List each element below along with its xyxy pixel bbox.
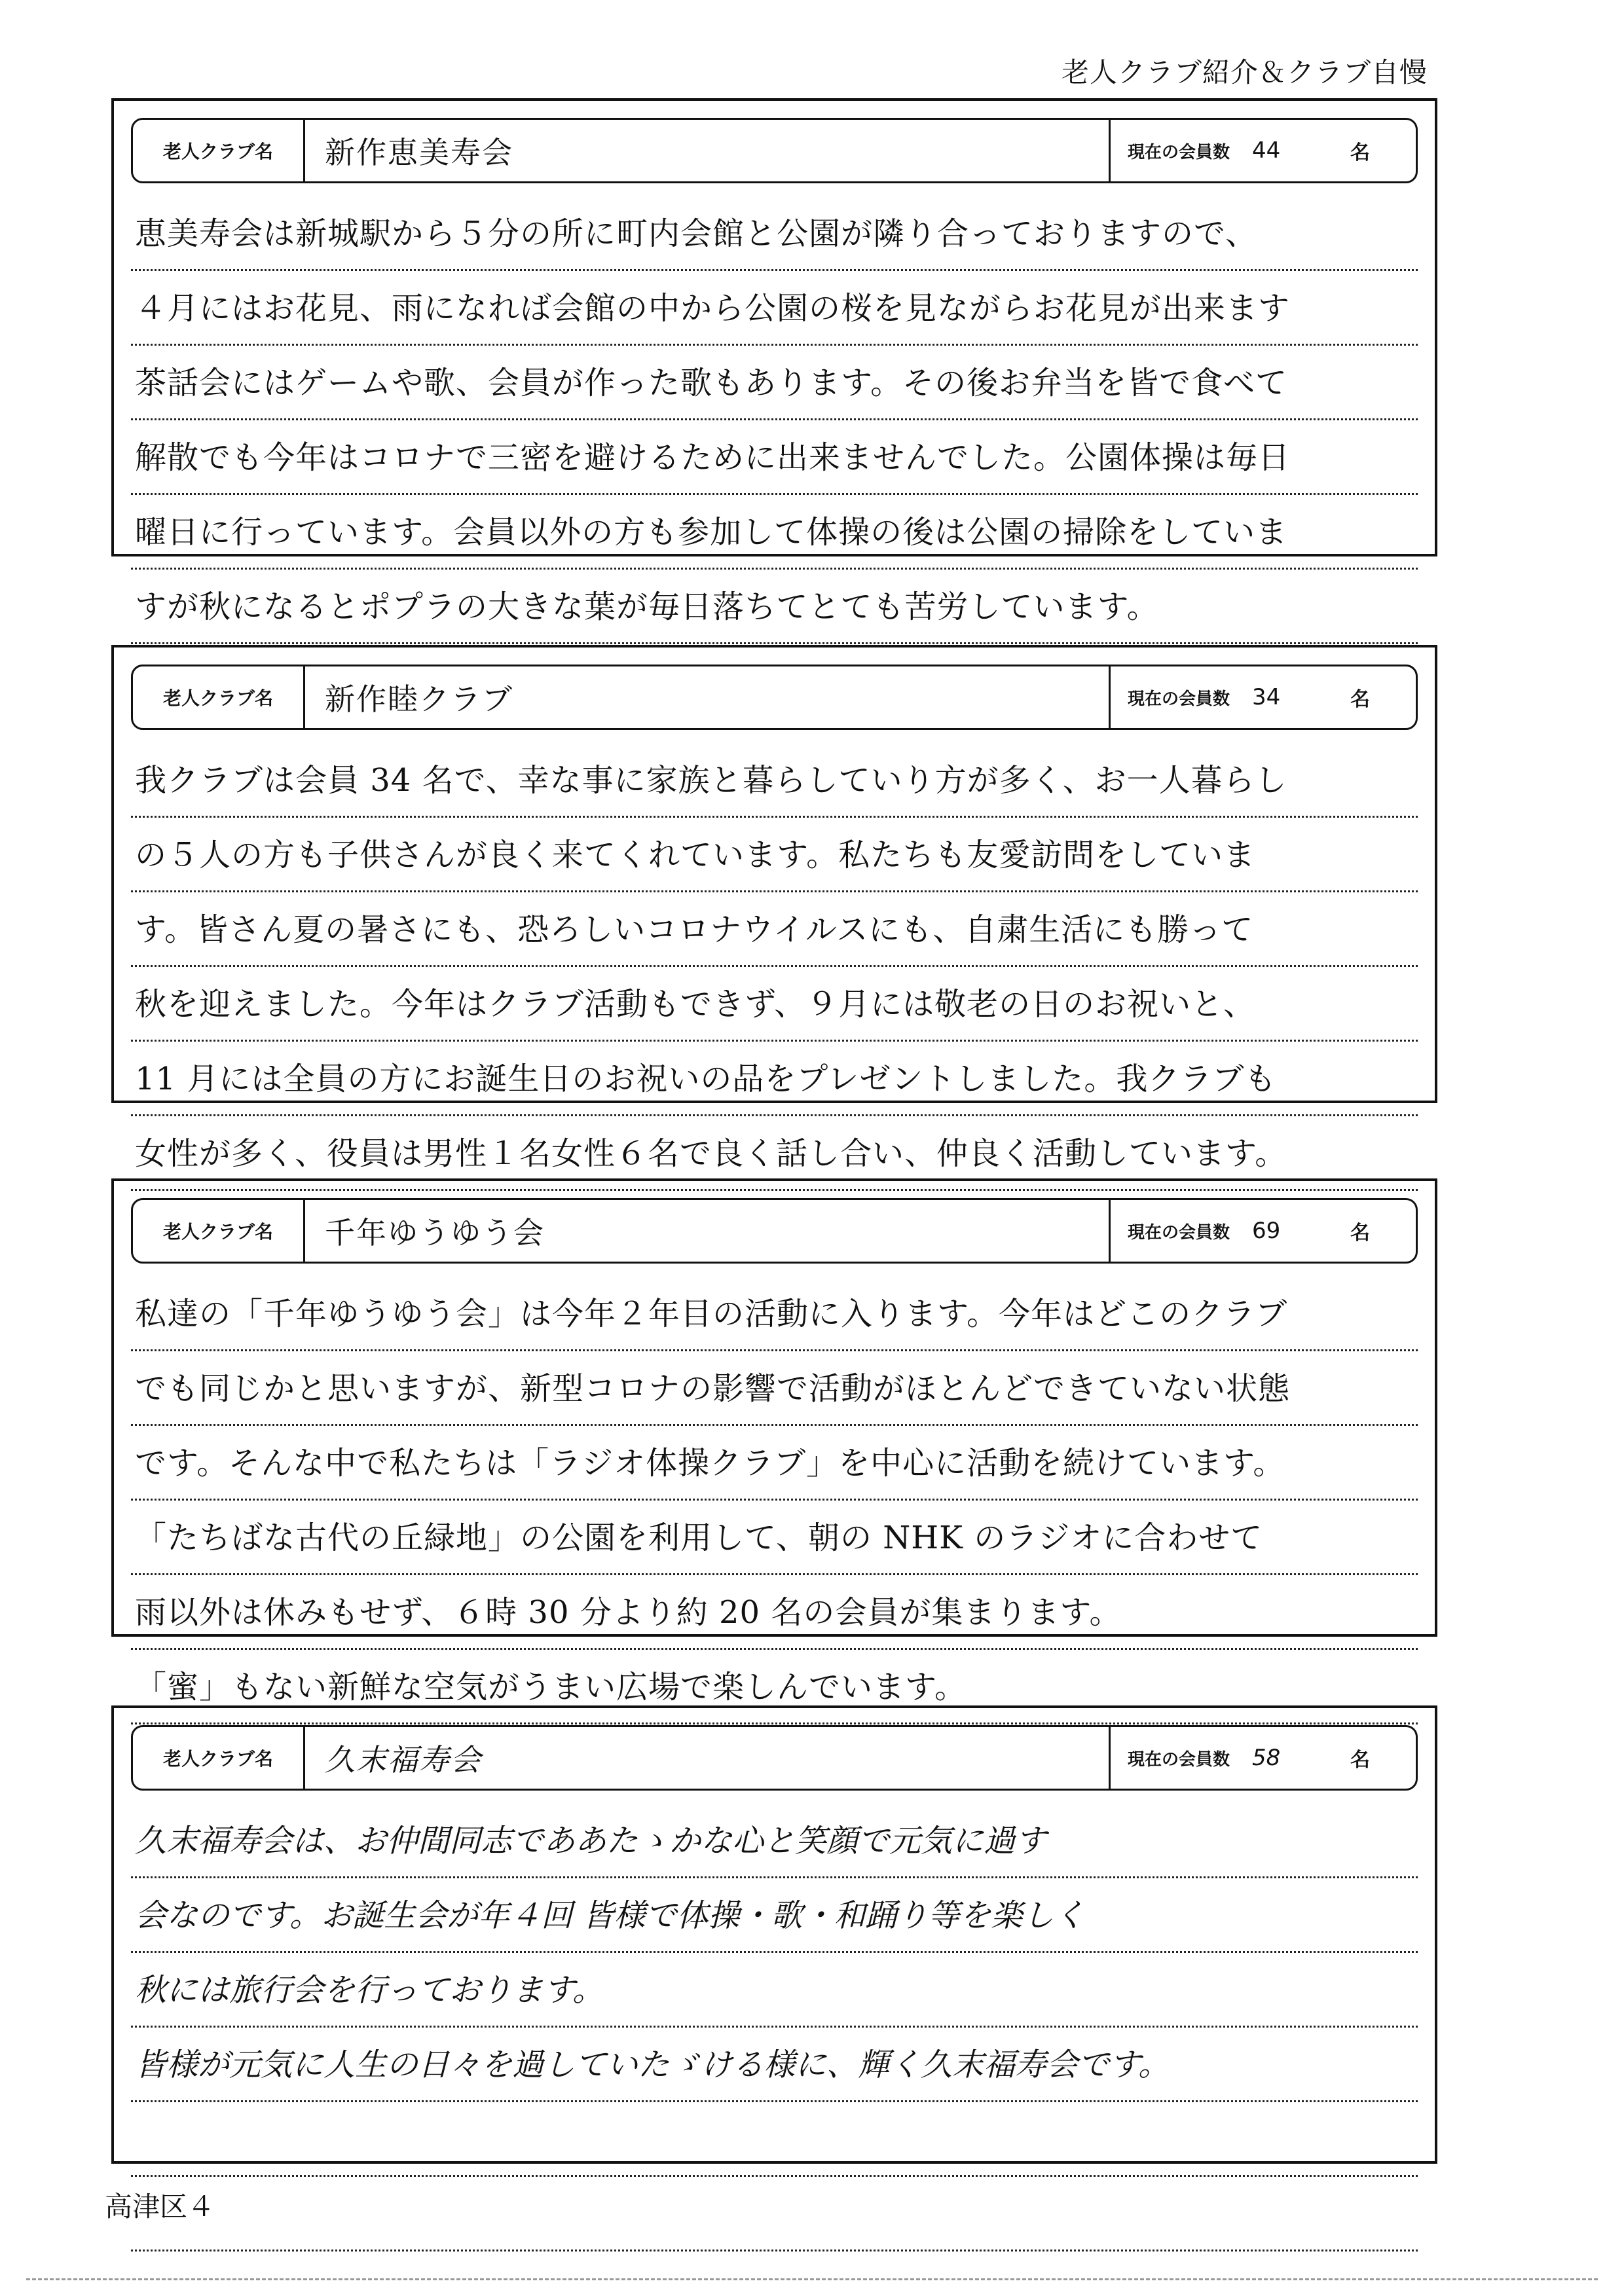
club-header: [131, 118, 1418, 183]
member-count-unit: 名: [1350, 141, 1371, 164]
text-line: 我クラブは会員 34 名で、幸な事に家族と暮らしていり方が多く、お一人暮らし: [131, 743, 1418, 818]
text-line: すが秋になるとポプラの大きな葉が毎日落ちてとても苦労しています。: [131, 570, 1418, 644]
member-count-value: 69: [1252, 1218, 1281, 1244]
text-line: 皆様が元気に人生の日々を過していたゞける様に、輝く久末福寿会です。: [131, 2028, 1418, 2102]
member-count-box: [1111, 1200, 1416, 1262]
text-line: の５人の方も子供さんが良く来てくれています。私たちも友愛訪問をしていま: [131, 818, 1418, 892]
club-name-label: 老人クラブ名: [133, 666, 305, 728]
text-line: 恵美寿会は新城駅から５分の所に町内会館と公園が隣り合っておりますので、: [131, 196, 1418, 271]
member-count-label: 現在の会員数: [1128, 689, 1230, 709]
cut-line: [26, 2278, 1598, 2280]
text-line: 「たちばな古代の丘緑地」の公園を利用して、朝の NHK のラジオに合わせて: [131, 1501, 1418, 1575]
text-line: でも同じかと思いますが、新型コロナの影響で活動がほとんどできていない状態: [131, 1351, 1418, 1426]
member-count-box: [1111, 1727, 1416, 1789]
text-line: 「蜜」もない新鮮な空気がうまい広場で楽しんでいます。: [131, 1650, 1418, 1724]
text-line: 私達の「千年ゆうゆう会」は今年２年目の活動に入ります。今年はどこのクラブ: [131, 1277, 1418, 1351]
text-line: [131, 2177, 1418, 2251]
member-count-value: 44: [1252, 137, 1281, 164]
member-count-value: 58: [1252, 1745, 1281, 1771]
text-line: 曜日に行っています。会員以外の方も参加して体操の後は公園の掃除をしていま: [131, 495, 1418, 570]
club-name: 新作恵美寿会: [305, 120, 1111, 181]
member-count-value: 34: [1252, 684, 1281, 710]
club-card: [111, 98, 1437, 625]
member-count-unit: 名: [1350, 1749, 1371, 1772]
page-footer: 高津区４: [105, 2191, 215, 2223]
club-header: [131, 665, 1418, 730]
club-header: [131, 1198, 1418, 1264]
text-line: 女性が多く、役員は男性１名女性６名で良く話し合い、仲良く活動しています。: [131, 1116, 1418, 1191]
text-line: 秋には旅行会を行っております。: [131, 1953, 1418, 2028]
member-count-unit: 名: [1350, 1222, 1371, 1245]
member-count-label: 現在の会員数: [1128, 1222, 1230, 1243]
club-name: 千年ゆうゆう会: [305, 1200, 1111, 1262]
club-name: 久末福寿会: [305, 1727, 1111, 1789]
text-line: 雨以外は休みもせず、６時 30 分より約 20 名の会員が集まります。: [131, 1575, 1418, 1650]
club-name-label: 老人クラブ名: [133, 120, 305, 181]
member-count-label: 現在の会員数: [1128, 1749, 1230, 1770]
club-card: [111, 1705, 1437, 2164]
member-count-box: [1111, 666, 1416, 728]
club-description: [131, 196, 1418, 644]
club-header: [131, 1725, 1418, 1791]
club-description: [131, 1804, 1418, 2251]
text-line: です。そんな中で私たちは「ラジオ体操クラブ」を中心に活動を続けています。: [131, 1426, 1418, 1501]
text-line: 秋を迎えました。今年はクラブ活動もできず、９月には敬老の日のお祝いと、: [131, 967, 1418, 1042]
club-description: [131, 1277, 1418, 1724]
text-line: 会なのです。お誕生会が年４回 皆様で体操・歌・和踊り等を楽しく: [131, 1878, 1418, 1953]
club-card: [111, 645, 1437, 1172]
club-name-label: 老人クラブ名: [133, 1200, 305, 1262]
member-count-box: [1111, 120, 1416, 181]
text-line: 久末福寿会は、お仲間同志でああたゝかな心と笑顔で元気に過す: [131, 1804, 1418, 1878]
text-line: 11 月には全員の方にお誕生日のお祝いの品をプレゼントしました。我クラブも: [131, 1042, 1418, 1116]
text-line: す。皆さん夏の暑さにも、恐ろしいコロナウイルスにも、自粛生活にも勝って: [131, 892, 1418, 967]
member-count-unit: 名: [1350, 688, 1371, 711]
text-line: 茶話会にはゲームや歌、会員が作った歌もあります。その後お弁当を皆で食べて: [131, 346, 1418, 420]
club-name: 新作睦クラブ: [305, 666, 1111, 728]
text-line: 解散でも今年はコロナで三密を避けるために出来ませんでした。公園体操は毎日: [131, 420, 1418, 495]
club-card: [111, 1178, 1437, 1705]
text-line: ４月にはお花見、雨になれば会館の中から公園の桜を見ながらお花見が出来ます: [131, 271, 1418, 346]
club-name-label: 老人クラブ名: [133, 1727, 305, 1789]
page-header: 老人クラブ紹介＆クラブ自慢: [1061, 56, 1428, 88]
club-description: [131, 743, 1418, 1191]
member-count-label: 現在の会員数: [1128, 142, 1230, 162]
text-line: [131, 2102, 1418, 2177]
